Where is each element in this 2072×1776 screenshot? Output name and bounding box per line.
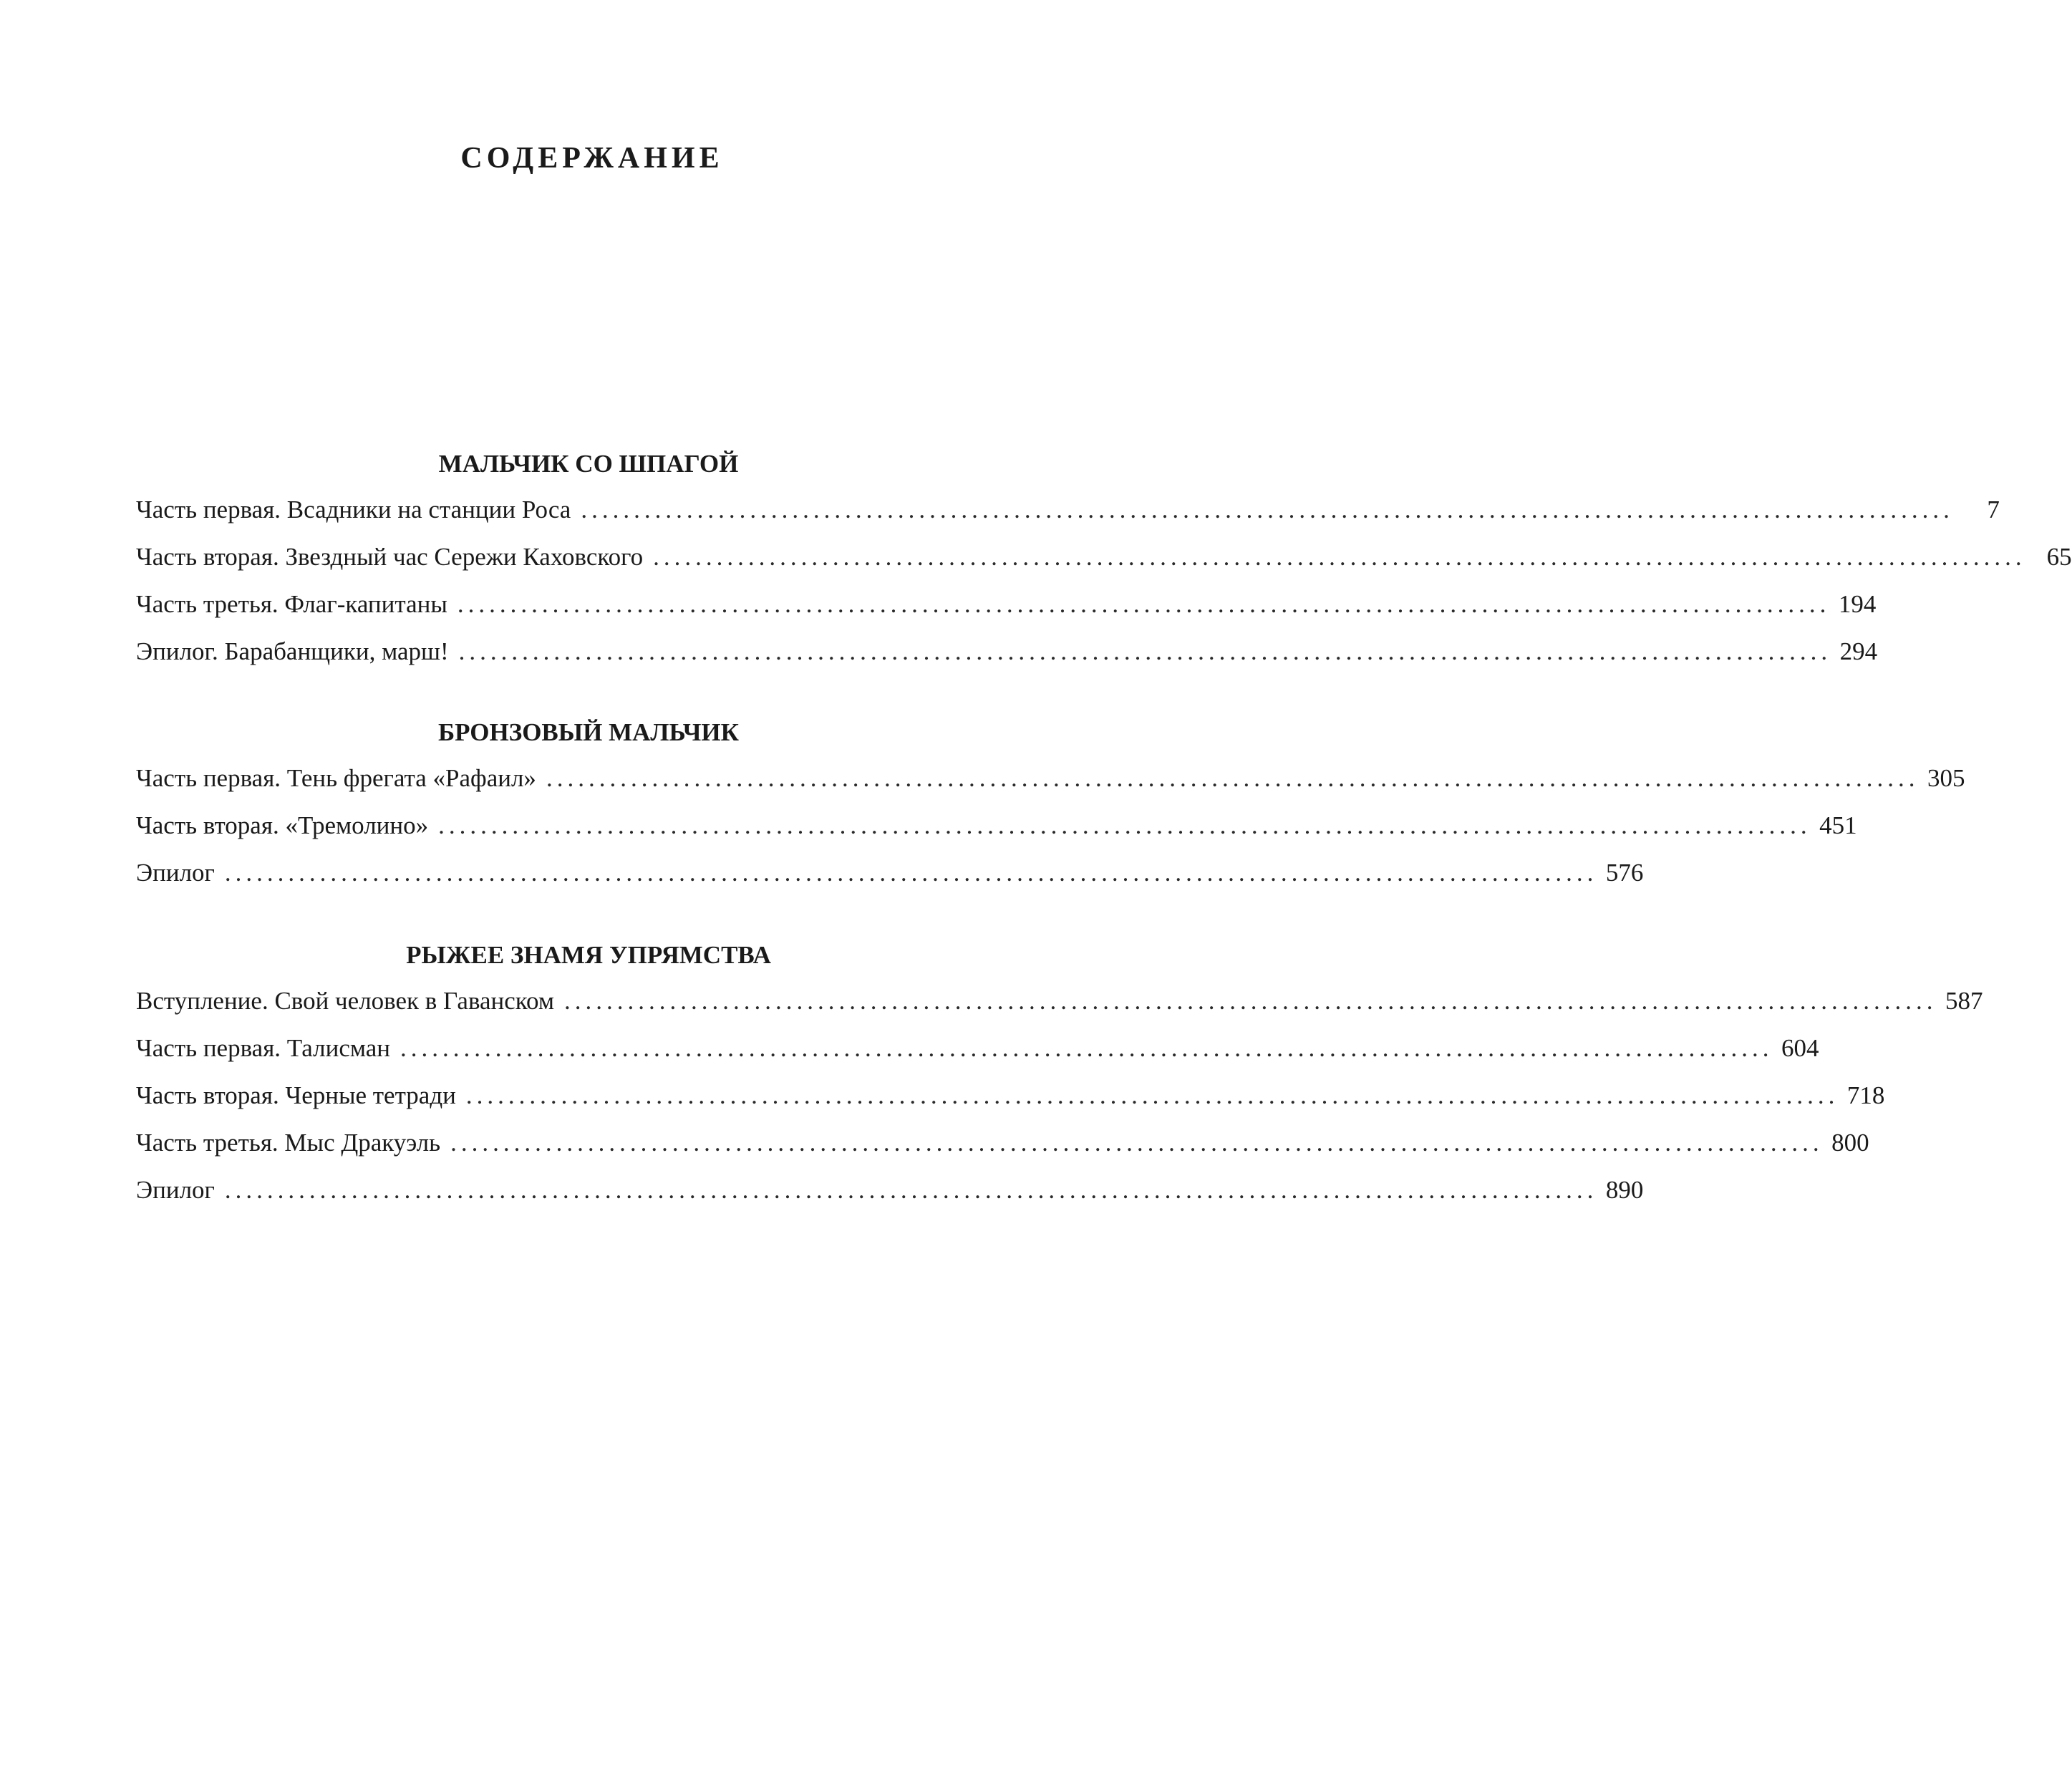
entry-title: Часть первая. Талисман [136,1034,391,1062]
entry-title: Часть третья. Флаг-капитаны [136,590,447,618]
entry-page-number: 800 [1831,1129,1869,1157]
dot-leader: .................................................................................................................................. [450,1129,1824,1157]
toc-section-3 [136,938,1983,1220]
dot-leader: .................................................................................................................................. [458,637,1832,665]
dot-leader: .................................................................................................................................. [465,1081,1839,1109]
dot-leader: .................................................................................................................................. [438,811,1811,839]
entry-title: Часть первая. Тень фрегата «Рафаил» [136,764,536,792]
section-title: МАЛЬЧИК СО ШПАГОЙ [438,450,739,478]
toc-entry[interactable] [136,856,1644,903]
toc-entry[interactable] [136,984,1983,1031]
dot-leader: .................................................................................................................................. [457,590,1831,618]
entry-page-number: 587 [1945,987,1983,1015]
entry-page-number: 7 [1987,496,2000,523]
toc-entry[interactable] [136,587,1877,634]
entry-page-number: 451 [1819,811,1857,839]
entry-title: Эпилог. Барабанщики, марш! [136,637,449,665]
entry-title: Вступление. Свой человек в Гаванском [136,987,555,1015]
dot-leader: .................................................................................................................................. [224,1176,1598,1204]
entry-title: Эпилог [136,859,215,887]
dot-leader: .................................................................................................................................. [653,543,2026,571]
toc-entry[interactable] [136,1173,1644,1220]
toc-section-2 [136,715,1965,903]
toc-entry[interactable] [136,540,2072,587]
toc-entry[interactable] [136,1126,1869,1173]
section-title: БРОНЗОВЫЙ МАЛЬЧИК [437,718,740,746]
entry-title: Эпилог [136,1176,215,1204]
entry-page-number: 305 [1927,764,1965,792]
toc-section-1 [136,447,2072,682]
entry-page-number: 890 [1605,1176,1644,1204]
toc-entry[interactable] [136,1078,1885,1126]
entry-page-number: 604 [1781,1034,1819,1062]
toc-entry[interactable] [136,634,1878,682]
dot-leader: .................................................................................................................................. [564,987,1937,1015]
entry-title: Часть первая. Всадники на станции Роса [136,496,571,523]
dot-leader: .................................................................................................................................. [546,764,1919,792]
toc-entry[interactable] [136,1031,1819,1078]
entry-title: Часть вторая. Черные тетради [136,1081,456,1109]
dot-leader: .................................................................................................................................. [400,1034,1773,1062]
toc-entry[interactable] [136,761,1965,809]
entry-title: Часть вторая. Звездный час Сережи Каховского [136,543,644,571]
entry-page-number: 294 [1839,637,1878,665]
entry-page-number: 194 [1838,590,1877,618]
toc-entry[interactable] [136,809,1857,856]
toc-entry[interactable] [136,493,2000,540]
entry-page-number: 718 [1846,1081,1885,1109]
section-title: РЫЖЕЕ ЗНАМЯ УПРЯМСТВА [406,941,771,969]
entry-title: Часть третья. Мыс Дракуэль [136,1129,441,1157]
entry-page-number: 576 [1605,859,1644,887]
page-title: СОДЕРЖАНИЕ [460,142,724,175]
dot-leader: .................................................................................................................................. [224,859,1598,887]
dot-leader: .................................................................................................................................. [581,496,1954,523]
entry-page-number: 65 [2046,543,2072,571]
entry-title: Часть вторая. «Тремолино» [136,811,429,839]
